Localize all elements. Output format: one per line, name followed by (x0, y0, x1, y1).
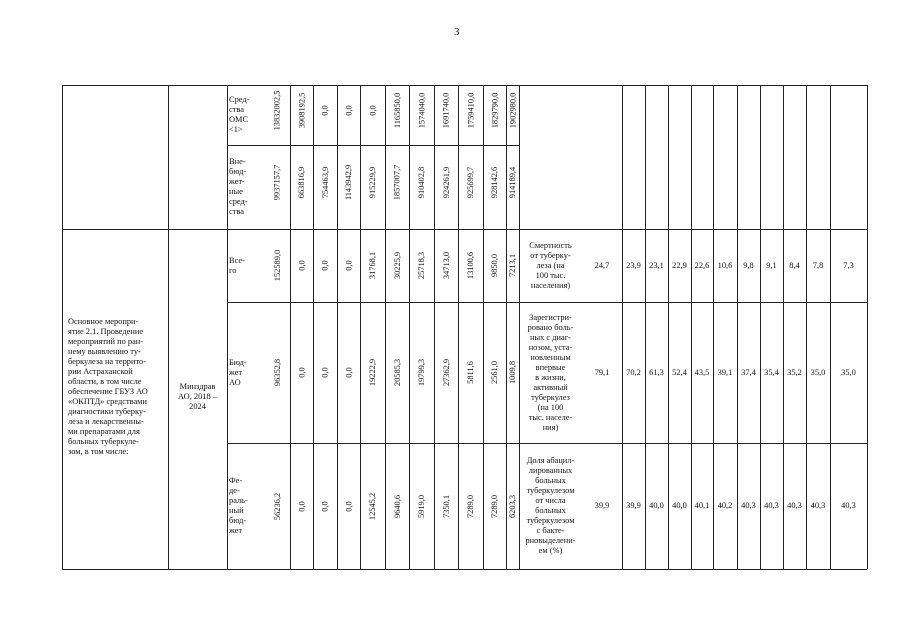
column-rule (737, 85, 738, 569)
indicator-year-value: 9,1 (766, 260, 777, 270)
column-rule (168, 85, 169, 569)
funding-value: 19222,9 (368, 358, 378, 387)
funding-value: 0,0 (344, 367, 354, 378)
funding-value: 5811,6 (465, 361, 475, 384)
indicator-year-value: 40,3 (810, 501, 826, 510)
indicator-year-value: 40,3 (787, 501, 802, 510)
indicator-year-value: 40,3 (741, 501, 756, 510)
funding-value: 754463,9 (320, 166, 330, 198)
indicator-year-value: 35,0 (841, 367, 856, 377)
funding-value: 0,0 (344, 260, 354, 271)
funding-source-label: Все- го (229, 255, 245, 275)
indicator-year-value: 22,9 (672, 260, 687, 270)
indicator-year-value: 8,4 (789, 260, 800, 270)
indicator-year-value: 40,2 (717, 501, 733, 510)
funding-value: 30225,9 (392, 251, 402, 280)
funding-value: 3908192,5 (296, 92, 306, 128)
funding-value: 5919,0 (417, 494, 427, 518)
funding-value: 9937157,7 (272, 164, 282, 200)
column-rule (760, 85, 761, 569)
column-rule (409, 85, 410, 569)
indicator-base-value: 79,1 (594, 367, 610, 377)
indicator-year-value: 37,4 (741, 367, 756, 377)
funding-value: 25718,3 (417, 251, 427, 280)
funding-value: 1691740,0 (441, 92, 451, 128)
indicator-base-value: 39,9 (594, 501, 610, 510)
funding-value: 27362,9 (441, 358, 451, 387)
indicator-year-value: 61,3 (649, 367, 664, 377)
funding-value: 2561,0 (490, 360, 500, 385)
funding-value: 7289,0 (466, 494, 476, 518)
funding-source-label: Сред- ства ОМС <1> (229, 95, 250, 134)
column-rule (713, 85, 714, 569)
funding-value: 1165850,0 (392, 92, 402, 128)
indicator-year-value: 35,4 (764, 367, 779, 377)
funding-value: 34713,0 (441, 251, 451, 280)
column-rule (290, 85, 291, 569)
column-rule (483, 85, 484, 569)
indicator-year-value: 39,9 (626, 501, 641, 510)
funding-value: 910402,8 (417, 166, 427, 198)
funding-value: 12545,2 (368, 492, 378, 520)
funding-value: 31768,1 (368, 251, 378, 280)
funding-value: 7350,1 (441, 494, 451, 518)
funding-value: 1902980,0 (507, 92, 517, 128)
funding-value: 0,0 (320, 500, 330, 512)
indicator-year-value: 9,8 (743, 260, 754, 270)
table-top-border (62, 85, 867, 86)
funding-value: 924261,9 (441, 166, 451, 198)
funding-value: 96352,8 (272, 358, 282, 387)
funding-value: 0,0 (344, 500, 354, 512)
table-bottom-border (62, 569, 867, 570)
funding-source-label: Бюд- жет АО (229, 357, 247, 387)
funding-row-divider (227, 145, 519, 146)
funding-value: 152589,0 (272, 249, 282, 282)
column-rule (337, 85, 338, 569)
executor-and-period: Минздрав АО, 2018 – 2024 (178, 382, 217, 411)
funding-value: 0,0 (320, 367, 330, 378)
funding-value: 928142,6 (490, 166, 500, 198)
funding-value: 19799,3 (417, 358, 427, 387)
funding-value: 9850,0 (490, 253, 500, 278)
column-rule (519, 85, 520, 569)
funding-value: 914189,4 (508, 166, 518, 198)
funding-value: 0,0 (297, 260, 307, 271)
indicator-year-value: 40,3 (764, 501, 779, 510)
indicator-year-value: 10,6 (717, 260, 733, 270)
column-rule (313, 85, 314, 569)
indicator-year-value: 35,0 (810, 367, 826, 377)
indicator-year-value: 23,1 (649, 260, 664, 270)
funding-value: 0,0 (320, 260, 330, 271)
indicator-name: Зарегистри- ровано боль- ных с диаг- нозом, уста- новленным впервые в жизни, активный туберкулез (на 100 тыс. населе- ния) (527, 312, 574, 432)
funding-value: 9640,6 (392, 494, 402, 518)
funding-value: 13100,6 (466, 251, 476, 280)
column-rule (458, 85, 459, 569)
funding-source-label: Вне- бюд- жет- ные сред- ства (229, 157, 248, 216)
indicator-year-value: 40,1 (694, 501, 710, 510)
funding-value: 7213,1 (508, 253, 518, 278)
funding-value: 0,0 (297, 367, 307, 378)
page-number: 3 (454, 26, 460, 38)
column-rule (830, 85, 831, 569)
funding-value: 0,0 (344, 104, 354, 116)
indicator-year-value: 35,2 (787, 367, 802, 377)
indicator-year-value: 39,1 (717, 367, 733, 377)
funding-value: 1857007,7 (392, 164, 402, 200)
indicator-year-value: 7,8 (812, 260, 824, 270)
funding-value: 1143942,9 (344, 164, 354, 200)
column-rule (806, 85, 807, 569)
funding-value: 0,0 (368, 104, 378, 116)
indicator-year-value: 40,0 (672, 501, 687, 510)
column-rule (645, 85, 646, 569)
indicator-year-value: 7,3 (843, 260, 854, 270)
indicator-year-value: 22,6 (694, 260, 710, 270)
section-divider (62, 229, 867, 230)
funding-value: 1829790,0 (489, 92, 499, 128)
column-rule (360, 85, 361, 569)
indicator-year-value: 70,2 (626, 367, 641, 377)
table-left-border (62, 85, 63, 569)
column-rule (227, 85, 228, 569)
column-rule (385, 85, 386, 569)
funding-value: 13832002,5 (272, 90, 282, 130)
funding-value: 663816,9 (297, 166, 307, 198)
column-rule (668, 85, 669, 569)
funding-value: 56236,2 (272, 492, 282, 520)
indicator-year-value: 52,4 (672, 367, 687, 377)
column-rule (783, 85, 784, 569)
column-rule (622, 85, 623, 569)
column-rule (506, 85, 507, 569)
funding-value: 6203,3 (508, 494, 518, 518)
funding-value: 7289,0 (490, 494, 500, 518)
indicator-year-value: 40,0 (649, 501, 664, 510)
indicator-name: Смертность от туберку- леза (на 100 тыс. населения) (529, 240, 572, 290)
indicator-year-value: 40,3 (841, 501, 856, 510)
funding-value: 1009,8 (508, 360, 518, 385)
funding-value: 0,0 (320, 104, 330, 116)
funding-source-label: Фе- де- раль- ный бюд- жет (229, 476, 248, 535)
funding-value: 0,0 (297, 500, 307, 512)
indicator-base-value: 24,7 (594, 260, 610, 270)
activity-description: Основное меропри- ятие 2.1. Проведение мероприятий по ран- нему выявлению ту- беркулеза на террито- рии Астраханской области, в том числе обеспечение ГБУЗ АО «ОКПТД» средствами диагностики туберку- леза и лекарственны- ми препаратами для больных туберкуле- зом, в том числе: (68, 317, 148, 456)
funding-value: 20585,3 (392, 358, 402, 387)
indicator-year-value: 43,5 (694, 367, 710, 377)
indicator-name: Доля абацил- лированных больных туберкулезом от числа больных туберкулезом с бакте- рновыделени- ем (%) (525, 456, 576, 555)
funding-value: 925699,7 (466, 166, 476, 198)
table-right-border (867, 85, 868, 569)
funding-value: 915229,9 (368, 166, 378, 198)
funding-value: 1574040,0 (416, 92, 426, 128)
indicator-year-value: 23,9 (626, 260, 641, 270)
funding-value: 1759410,0 (465, 92, 475, 128)
column-rule (434, 85, 435, 569)
column-rule (691, 85, 692, 569)
